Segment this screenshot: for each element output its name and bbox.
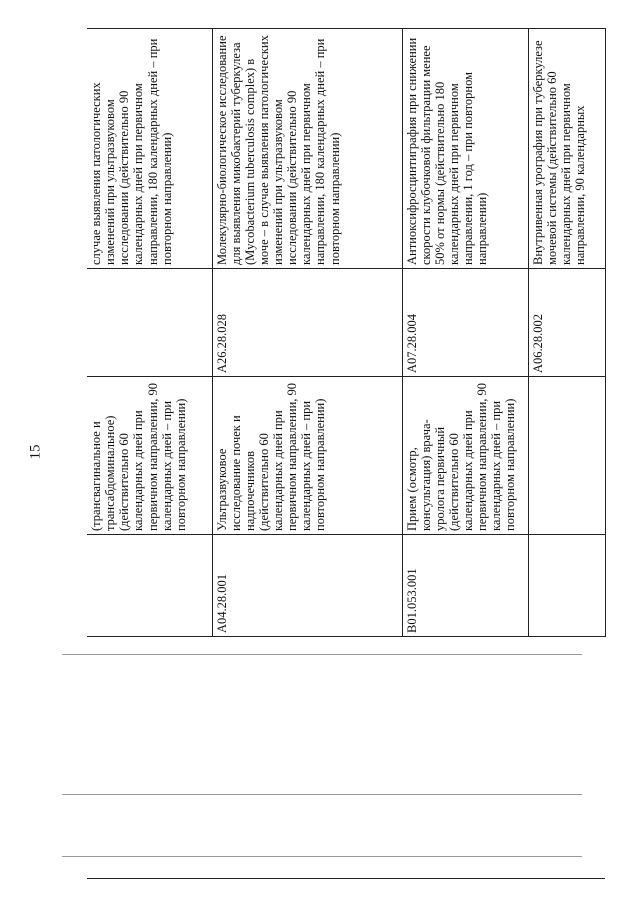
study-name-cell: Внутривенная урография при туберкулезе мочевой системы (действительно 60 календарных дней при первичном направлении, 90 календарных [528, 29, 605, 269]
page-number: 15 [27, 444, 44, 460]
code-cell [87, 269, 212, 377]
table-row [87, 29, 212, 879]
table-row [402, 29, 528, 879]
study-name-cell: (трансвагинальное и трансабдоминальное) (действительно 60 календарных дней при первичном направлении, 90 календарных дней – при повторном направлении) [87, 377, 212, 535]
group-cell [87, 637, 212, 879]
group-cell [528, 637, 605, 879]
study-name-cell: Антиоксифросцинтиграфия при снижении скорости клубочковой фильтрации менее 50% от нормы (действительно 180 календарных дней при первичном направлении, 1 год – при повторном направлении) [402, 29, 528, 269]
code-cell [528, 535, 605, 637]
group-cell [402, 637, 528, 879]
study-name-cell: случае выявления патологических изменений при ультразвуковом исследовании (действительно 90 календарных дней при первичном направлении, 180 календарных дней – при повторном направлении) [87, 29, 212, 269]
study-table [87, 28, 606, 879]
code-cell: A26.28.028 [212, 269, 402, 377]
table-row [212, 29, 402, 879]
code-cell: B01.053.001 [402, 535, 528, 637]
rotated-page-content [87, 29, 605, 879]
code-cell: A06.28.002 [528, 269, 605, 377]
study-name-cell: Прием (осмотр, консультация) врача-уролога первичный (действительно 60 календарных дней при первичном направлении, 90 календарных дней – при повторном направлении) [402, 377, 528, 535]
code-cell [87, 535, 212, 637]
code-cell: A07.28.004 [402, 269, 528, 377]
study-name-cell: Молекулярно-биологическое исследование для выявления микобактерий туберкулеза (Mycobacterium tuberculosis complex) в моче – в случае выявления патологических изменений при ультразвуковом исследовании (действительно 90 календарных дней при первичном направлении, 180 календарных дней – при повторном направлении) [212, 29, 402, 269]
study-name-cell: Ультразвуковое исследование почек и надпочечников (действительно 60 календарных дней при первичном направлении, 90 календарных дней – при повторном направлении) [212, 377, 402, 535]
study-name-cell [528, 377, 605, 535]
group-cell [212, 637, 402, 879]
code-cell: A04.28.001 [212, 535, 402, 637]
table-row [528, 29, 605, 879]
